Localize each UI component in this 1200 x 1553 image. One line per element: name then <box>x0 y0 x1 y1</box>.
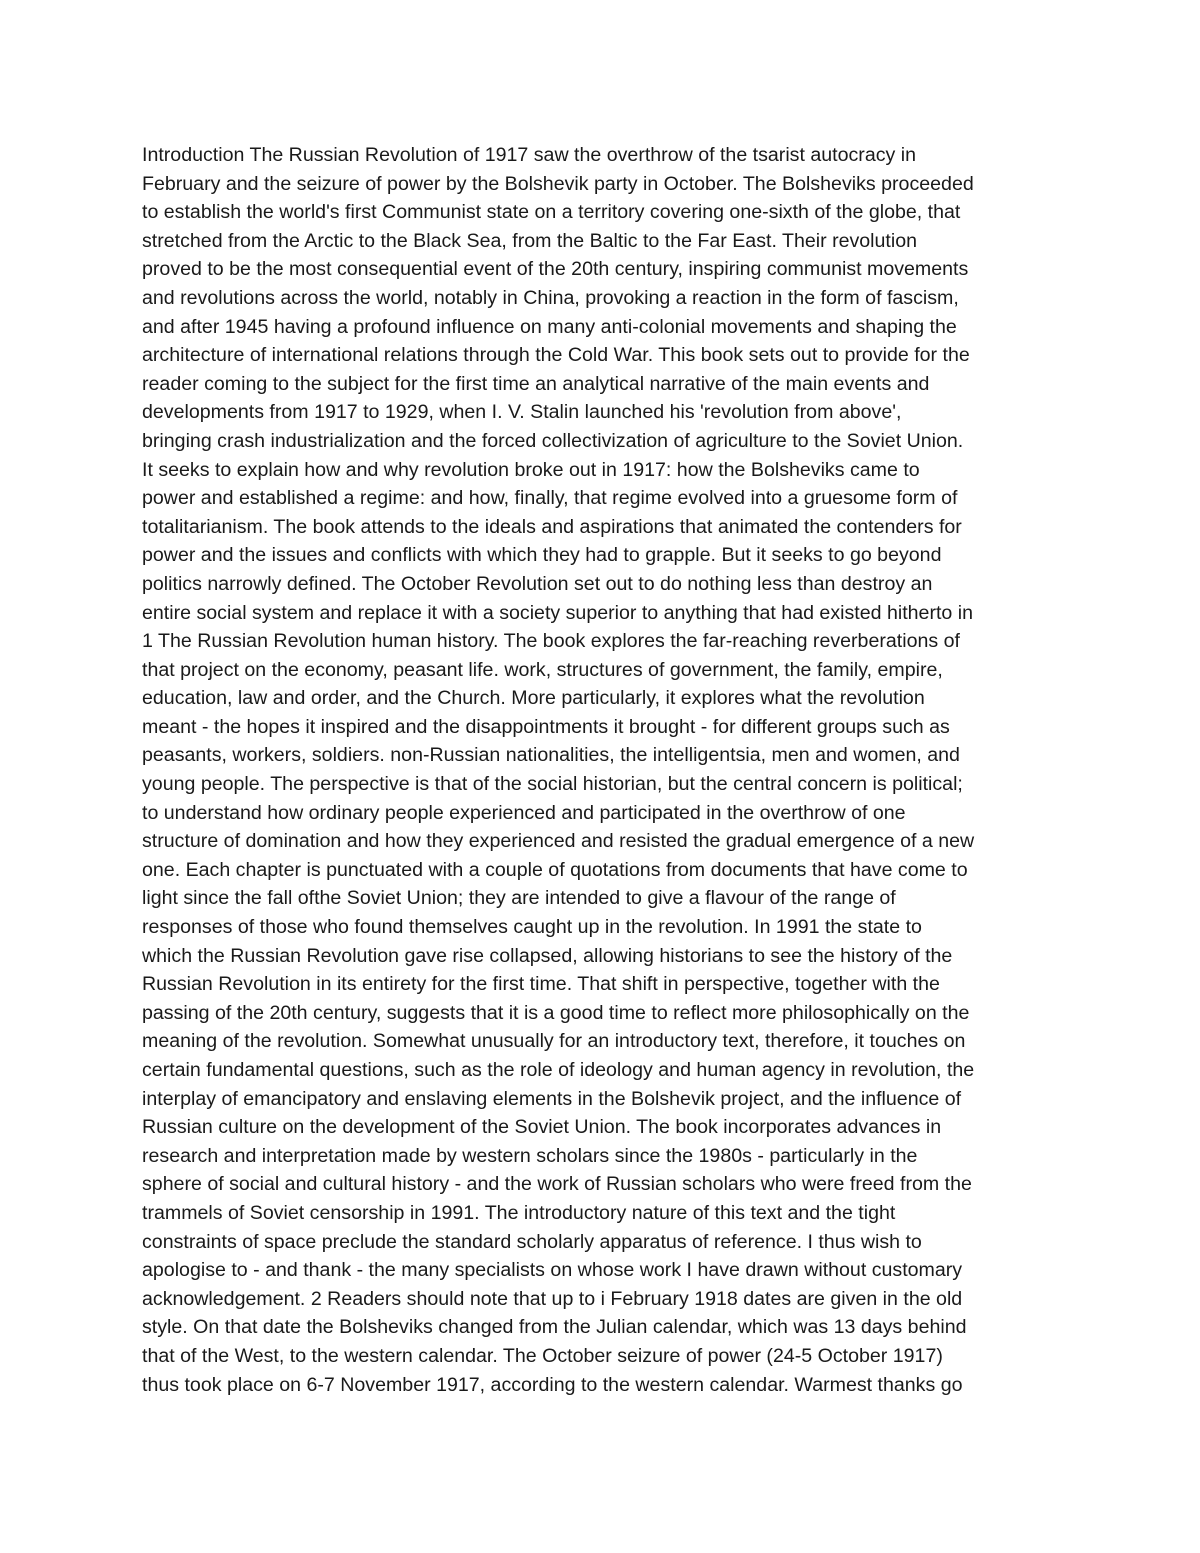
text-line: research and interpretation made by western scholars since the 1980s - particularly in the <box>142 1144 918 1167</box>
body-text <box>142 141 1082 1399</box>
text-line: interplay of emancipatory and enslaving elements in the Bolshevik project, and the influence of <box>142 1087 962 1110</box>
text-line: totalitarianism. The book attends to the ideals and aspirations that animated the contenders for <box>142 515 962 538</box>
text-line: entire social system and replace it with a society superior to anything that had existed hitherto in <box>142 601 974 624</box>
text-line: which the Russian Revolution gave rise collapsed, allowing historians to see the history of the <box>142 944 953 967</box>
text-line: February and the seizure of power by the Bolshevik party in October. The Bolsheviks proceeded <box>142 172 974 195</box>
text-line: acknowledgement. 2 Readers should note that up to i February 1918 dates are given in the old <box>142 1287 963 1310</box>
text-line: power and the issues and conflicts with which they had to grapple. But it seeks to go beyond <box>142 544 942 567</box>
text-line: responses of those who found themselves caught up in the revolution. In 1991 the state to <box>142 916 922 939</box>
text-line: to establish the world's first Communist state on a territory covering one-sixth of the globe, that <box>142 201 961 224</box>
text-line: bringing crash industrialization and the forced collectivization of agriculture to the Soviet Union. <box>142 429 964 452</box>
text-line: education, law and order, and the Church. More particularly, it explores what the revolution <box>142 687 925 710</box>
text-line: and revolutions across the world, notably in China, provoking a reaction in the form of fascism, <box>142 286 959 309</box>
text-line: to understand how ordinary people experienced and participated in the overthrow of one <box>142 801 906 824</box>
text-line: apologise to - and thank - the many specialists on whose work I have drawn without customary <box>142 1259 963 1282</box>
text-line: It seeks to explain how and why revolution broke out in 1917: how the Bolsheviks came to <box>142 458 920 481</box>
text-line: sphere of social and cultural history - and the work of Russian scholars who were freed from the <box>142 1173 972 1196</box>
text-line: Russian culture on the development of the Soviet Union. The book incorporates advances in <box>142 1116 942 1139</box>
text-line: proved to be the most consequential event of the 20th century, inspiring communist movements <box>142 258 969 281</box>
text-line: style. On that date the Bolsheviks changed from the Julian calendar, which was 13 days behind <box>142 1316 967 1339</box>
text-line: certain fundamental questions, such as the role of ideology and human agency in revolution, the <box>142 1059 975 1081</box>
text-line: passing of the 20th century, suggests that it is a good time to reflect more philosophically on the <box>142 1001 970 1024</box>
text-line: meaning of the revolution. Somewhat unusually for an introductory text, therefore, it touches on <box>142 1030 966 1053</box>
text-line: that of the West, to the western calendar. The October seizure of power (24-5 October 1917) <box>142 1344 943 1367</box>
text-line: light since the fall ofthe Soviet Union; they are intended to give a flavour of the range of <box>142 887 896 910</box>
text-line: constraints of space preclude the standard scholarly apparatus of reference. I thus wish to <box>142 1230 922 1253</box>
text-line: that project on the economy, peasant life. work, structures of government, the family, empire, <box>142 658 943 681</box>
text-line: trammels of Soviet censorship in 1991. The introductory nature of this text and the tight <box>142 1201 896 1224</box>
text-line: one. Each chapter is punctuated with a couple of quotations from documents that have come to <box>142 858 968 881</box>
text-line: architecture of international relations through the Cold War. This book sets out to provide for the <box>142 344 970 367</box>
text-line: stretched from the Arctic to the Black Sea, from the Baltic to the Far East. Their revolution <box>142 229 918 252</box>
text-line: peasants, workers, soldiers. non-Russian nationalities, the intelligentsia, men and women, and <box>142 744 960 767</box>
text-line: meant - the hopes it inspired and the disappointments it brought - for different groups such as <box>142 715 950 738</box>
text-line: power and established a regime: and how, finally, that regime evolved into a gruesome form of <box>142 487 958 510</box>
text-line: and after 1945 having a profound influence on many anti-colonial movements and shaping the <box>142 315 957 338</box>
text-line: politics narrowly defined. The October Revolution set out to do nothing less than destroy an <box>142 572 933 595</box>
text-line: thus took place on 6-7 November 1917, according to the western calendar. Warmest thanks go <box>142 1373 963 1396</box>
text-line: Introduction The Russian Revolution of 1917 saw the overthrow of the tsarist autocracy in <box>142 144 917 166</box>
text-line: young people. The perspective is that of the social historian, but the central concern is political; <box>142 773 963 796</box>
text-line: reader coming to the subject for the first time an analytical narrative of the main events and <box>142 372 930 395</box>
text-line: 1 The Russian Revolution human history. The book explores the far-reaching reverberations of <box>142 630 960 653</box>
text-line: structure of domination and how they experienced and resisted the gradual emergence of a new <box>142 830 975 853</box>
text-line: Russian Revolution in its entirety for the first time. That shift in perspective, together with the <box>142 973 940 996</box>
text-line: developments from 1917 to 1929, when I. V. Stalin launched his 'revolution from above', <box>142 401 902 424</box>
